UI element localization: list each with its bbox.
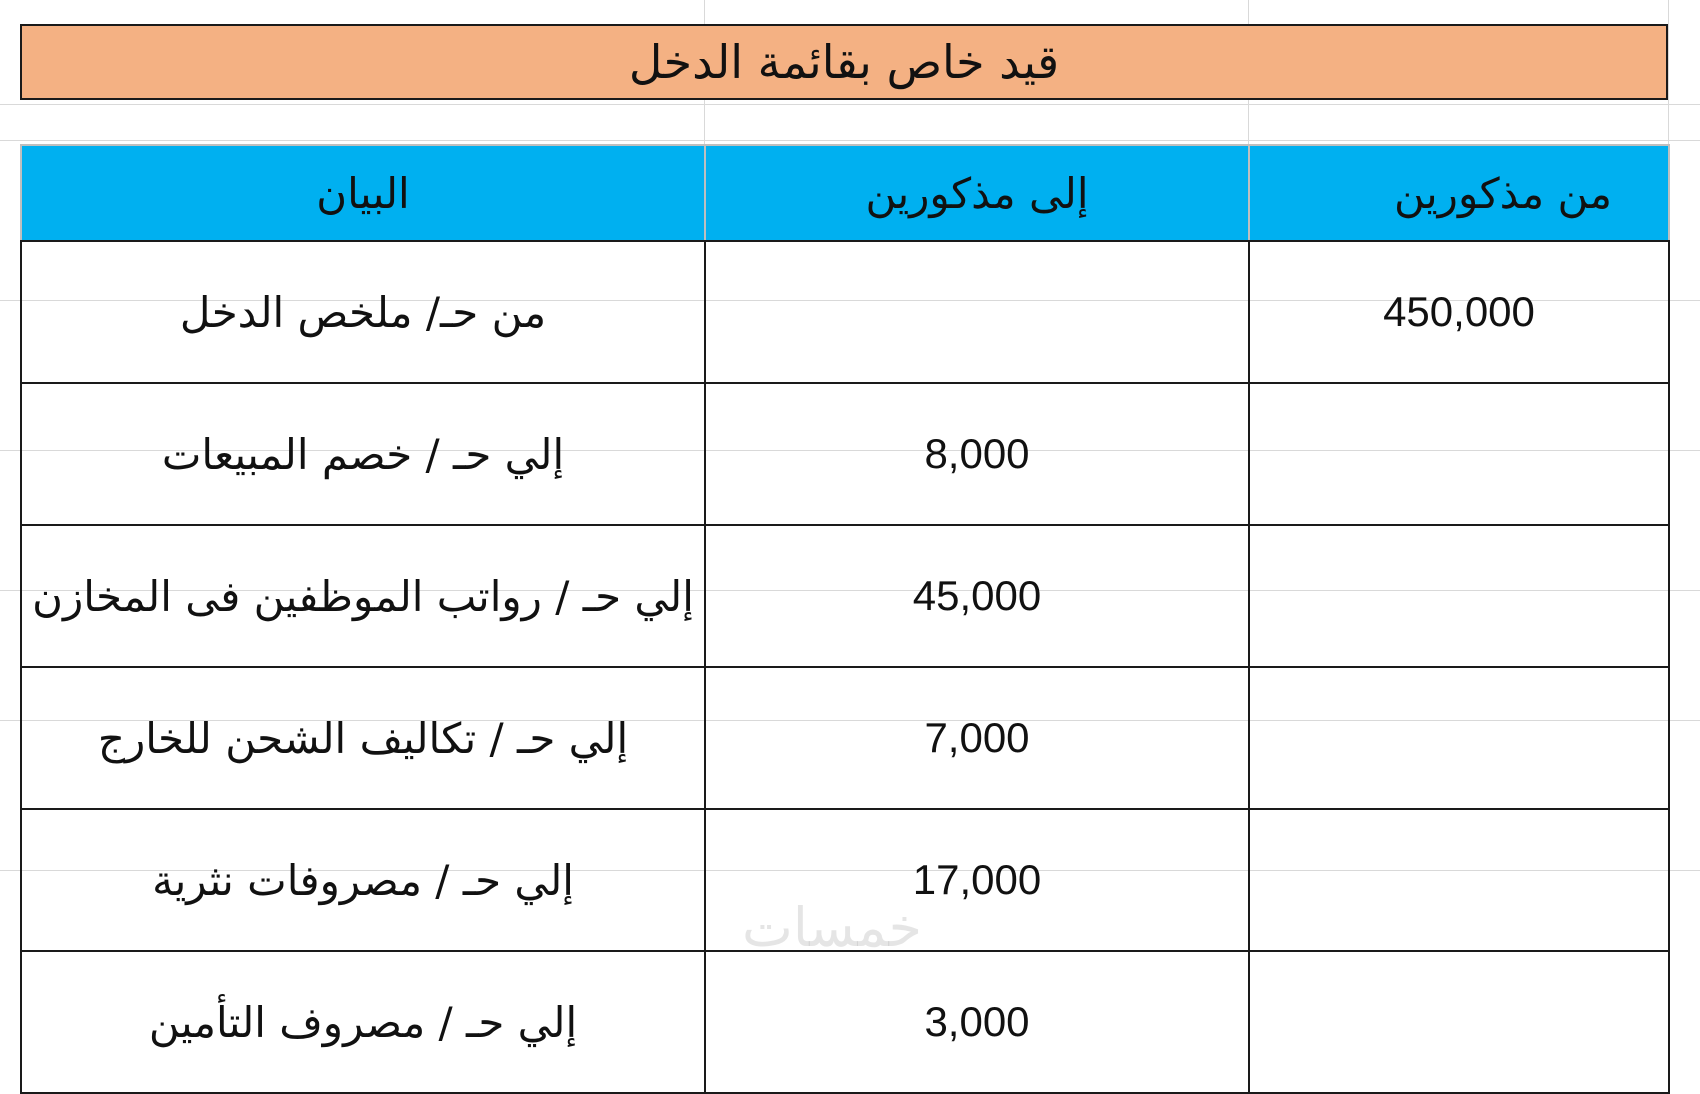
description-cell[interactable]: إلي حـ / تكاليف الشحن للخارج: [21, 667, 705, 809]
header-from-debtors: من مذكورين: [1249, 145, 1669, 241]
to-amount-cell[interactable]: 8,000: [705, 383, 1249, 525]
journal-entry-table: [20, 144, 1670, 1094]
description-cell[interactable]: من حـ/ ملخص الدخل: [21, 241, 705, 383]
table-row: [21, 951, 1669, 1093]
header-to-creditors: إلى مذكورين: [705, 145, 1249, 241]
page-title: قيد خاص بقائمة الدخل: [20, 24, 1668, 100]
table-header-row: [21, 145, 1669, 241]
watermark-logo: خمسات: [742, 896, 923, 959]
description-cell[interactable]: إلي حـ / مصروف التأمين: [21, 951, 705, 1093]
grid-line: [0, 104, 1700, 105]
to-amount-cell[interactable]: [705, 241, 1249, 383]
from-amount-cell[interactable]: [1249, 525, 1669, 667]
from-amount-cell[interactable]: [1249, 809, 1669, 951]
from-amount-cell[interactable]: [1249, 667, 1669, 809]
to-amount-cell[interactable]: 3,000: [705, 951, 1249, 1093]
to-amount-cell[interactable]: 17,000: [705, 809, 1249, 951]
table-row: [21, 667, 1669, 809]
grid-line: [0, 140, 1700, 141]
from-amount-cell[interactable]: 450,000: [1249, 241, 1669, 383]
description-cell[interactable]: إلي حـ / خصم المبيعات: [21, 383, 705, 525]
table-row: [21, 383, 1669, 525]
from-amount-cell[interactable]: [1249, 951, 1669, 1093]
table-row: [21, 241, 1669, 383]
header-description: البيان: [21, 145, 705, 241]
to-amount-cell[interactable]: 7,000: [705, 667, 1249, 809]
table-row: [21, 525, 1669, 667]
from-amount-cell[interactable]: [1249, 383, 1669, 525]
to-amount-cell[interactable]: 45,000: [705, 525, 1249, 667]
table-row: [21, 809, 1669, 951]
description-cell[interactable]: إلي حـ / مصروفات نثرية: [21, 809, 705, 951]
description-cell[interactable]: إلي حـ / رواتب الموظفين فى المخازن: [21, 525, 705, 667]
